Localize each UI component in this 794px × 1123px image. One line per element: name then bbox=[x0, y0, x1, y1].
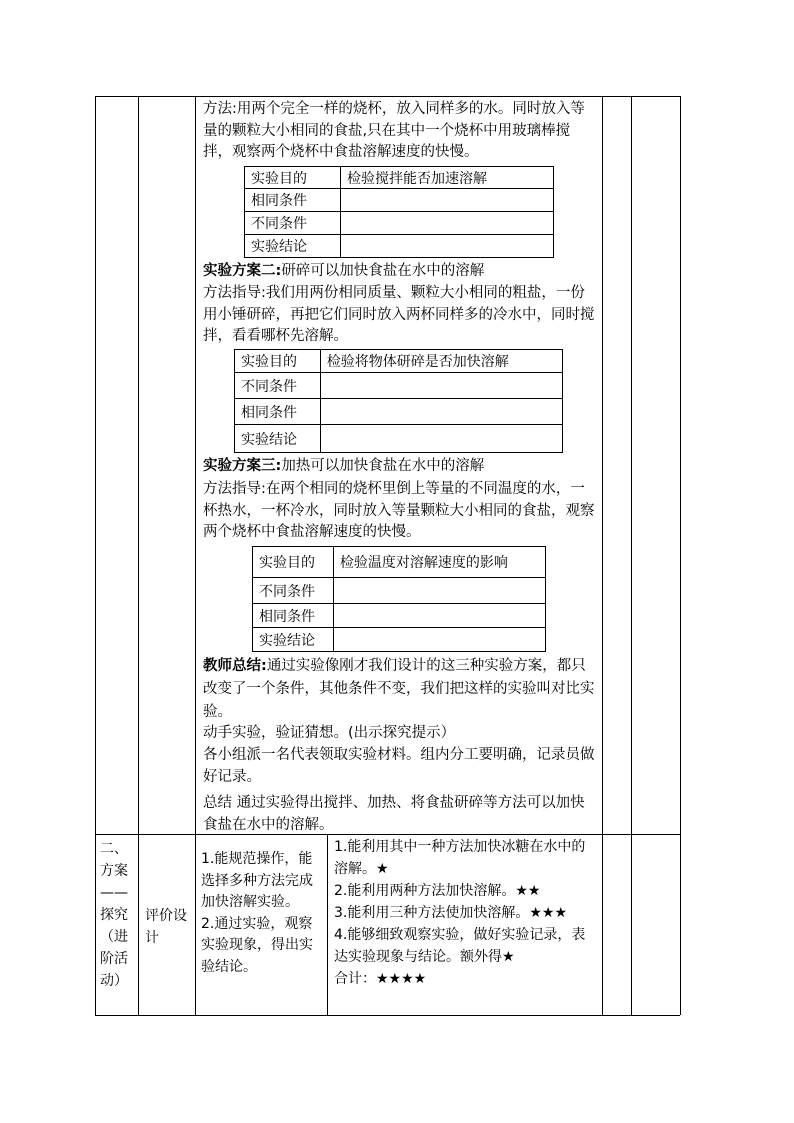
grid-line bbox=[95, 96, 680, 97]
table-cell: 实验目的 bbox=[253, 547, 334, 578]
method-text: 方法:用两个完全一样的烧杯，放入同样多的水。同时放入等量的颗粒大小相同的食盐,只在其中一个烧杯中用玻璃棒搅拌，观察两个烧杯中食盐溶解速度的快慢。 bbox=[203, 101, 585, 160]
table-cell: 相同条件 bbox=[235, 399, 321, 425]
table-cell: 实验目的 bbox=[245, 167, 341, 189]
table-cell: 实验结论 bbox=[235, 425, 321, 453]
table-cell: 不同条件 bbox=[245, 212, 341, 235]
grid-line bbox=[138, 96, 139, 1015]
table-cell bbox=[333, 628, 545, 652]
plan3-method: 方法指导:在两个相同的烧杯里倒上等量的不同温度的水，一杯热水，一杯冷水，同时放入等量颗粒大小相同的食盐，观察两个烧杯中食盐溶解速度的快慢。 bbox=[203, 481, 595, 540]
groups-text: 各小组派一名代表领取实验材料。组内分工要明确，记录员做好记录。 bbox=[203, 747, 595, 785]
plan2-title-rest: 研碎可以加快食盐在水中的溶解 bbox=[281, 263, 485, 279]
experiment-table-2 bbox=[234, 349, 563, 453]
table-cell: 检验温度对溶解速度的影响 bbox=[333, 547, 545, 578]
goals-text: 1.能规范操作，能选择多种方法完成加快溶解实验。 2.通过实验，观察实验现象，得出实验结论。 bbox=[201, 851, 313, 975]
table-cell: 相同条件 bbox=[245, 189, 341, 212]
plan3-heading bbox=[203, 456, 598, 478]
hands-on-text: 动手实验，验证猜想。(出示探究提示） bbox=[203, 725, 456, 741]
criteria-list bbox=[334, 836, 598, 990]
table-cell bbox=[341, 189, 554, 212]
table-cell: 实验结论 bbox=[245, 235, 341, 258]
experiment-table-1 bbox=[244, 166, 554, 258]
table-cell bbox=[320, 425, 562, 453]
table-cell: 检验搅拌能否加速溶解 bbox=[341, 167, 554, 189]
experiment-table-3 bbox=[252, 546, 546, 652]
table-cell: 实验目的 bbox=[235, 350, 321, 373]
category-label: 评价设计 bbox=[145, 908, 187, 946]
criteria-item: 1.能利用其中一种方法加快冰糖在水中的溶解。★ bbox=[334, 839, 586, 877]
table-cell: 实验结论 bbox=[253, 628, 334, 652]
table-cell bbox=[333, 604, 545, 628]
table-cell: 相同条件 bbox=[253, 604, 334, 628]
table-cell bbox=[341, 212, 554, 235]
grid-line bbox=[95, 96, 96, 1015]
table-cell: 不同条件 bbox=[253, 578, 334, 604]
criteria-item: 2.能利用两种方法加快溶解。★★ bbox=[334, 883, 541, 899]
criteria-item: 4.能够细致观察实验，做好实验记录，表达实验现象与结论。额外得★ bbox=[334, 927, 586, 965]
grid-line bbox=[631, 96, 632, 1015]
grid-line bbox=[602, 96, 603, 1015]
table-cell: 检验将物体研碎是否加快溶解 bbox=[320, 350, 562, 373]
teacher-summary-text: 通过实验像刚才我们设计的这三种实验方案，都只改变了一个条件，其他条件不变，我们把这样的实验叫对比实验。 bbox=[203, 658, 595, 720]
table-cell: 不同条件 bbox=[235, 373, 321, 399]
plan2-title: 实验方案二: bbox=[203, 263, 282, 279]
teacher-summary-title: 教师总结: bbox=[203, 658, 267, 674]
table-cell bbox=[341, 235, 554, 258]
plan2-method: 方法指导:我们用两份相同质量、颗粒大小相同的粗盐，一份用小锤研碎，再把它们同时放入两杯同样多的冷水中，同时搅拌，看看哪杯先溶解。 bbox=[203, 285, 595, 344]
grid-line bbox=[195, 96, 196, 1015]
table-cell bbox=[320, 399, 562, 425]
grid-line bbox=[680, 96, 681, 1015]
plan3-title-rest: 加热可以加快食盐在水中的溶解 bbox=[281, 458, 485, 474]
teacher-summary bbox=[203, 655, 598, 724]
table-cell bbox=[320, 373, 562, 399]
criteria-total: 合计：★★★★ bbox=[334, 971, 427, 987]
grid-line bbox=[327, 834, 328, 1015]
stage-label: 二、方案——探究（进阶活动） bbox=[100, 841, 128, 989]
table-cell bbox=[333, 578, 545, 604]
criteria-item: 3.能利用三种方法使加快溶解。★★★ bbox=[334, 905, 568, 921]
grid-line bbox=[95, 1015, 680, 1016]
conclusion-text: 总结 通过实验得出搅拌、加热、将食盐研碎等方法可以加快食盐在水中的溶解。 bbox=[203, 795, 585, 833]
plan3-title: 实验方案三: bbox=[203, 458, 282, 474]
plan2-heading bbox=[203, 261, 598, 283]
